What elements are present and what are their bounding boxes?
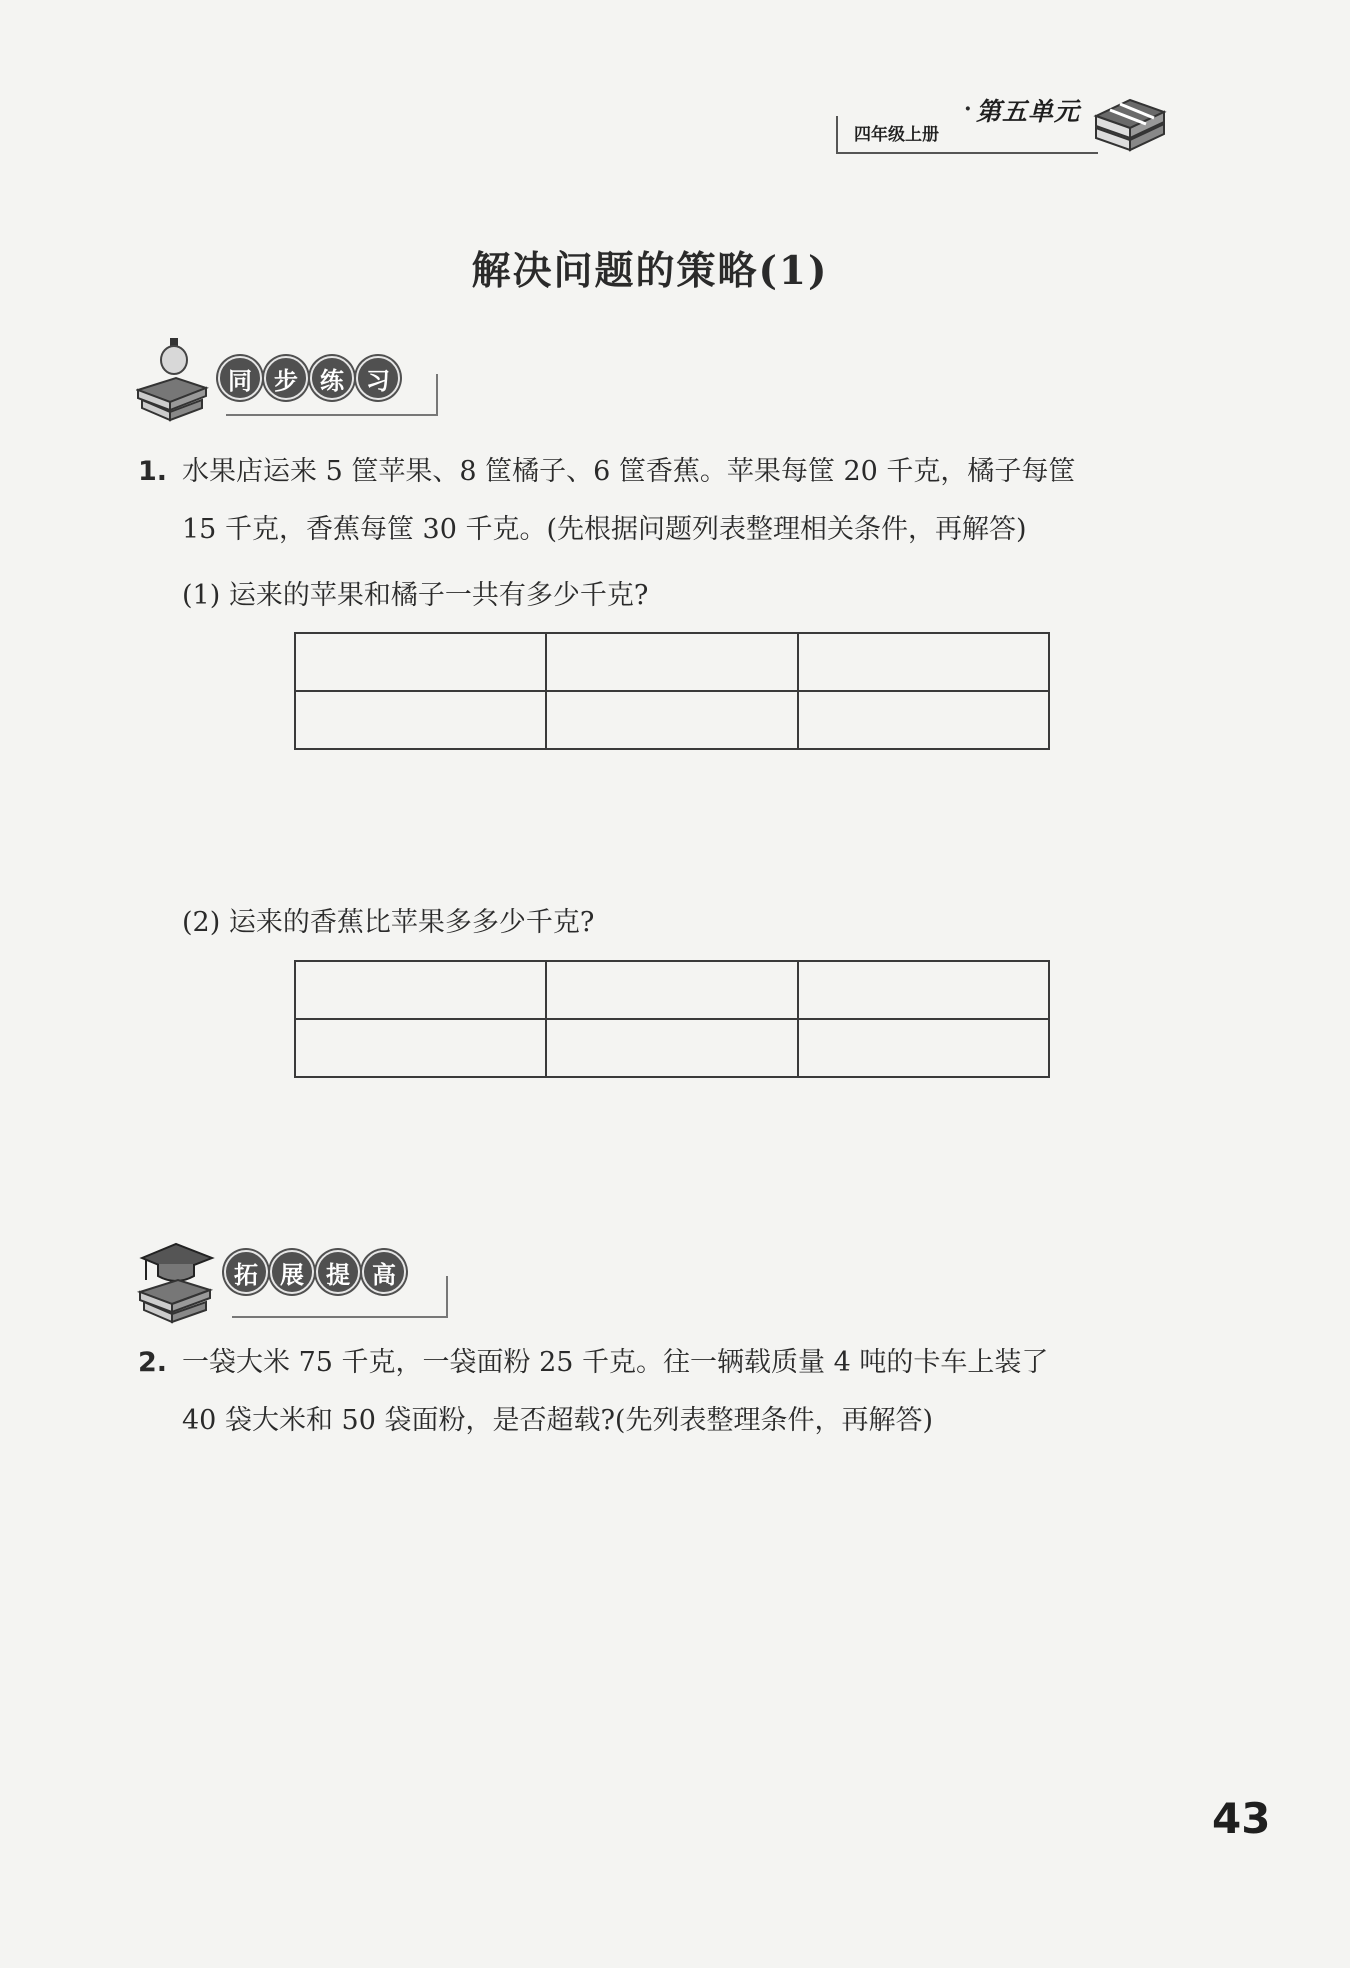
- section-practice-banner: [136, 334, 436, 424]
- lamp-books-icon: [136, 334, 216, 424]
- question-line: 40 袋大米和 50 袋面粉，是否超载?(先列表整理条件，再解答): [182, 1405, 934, 1436]
- table-cell[interactable]: [546, 633, 797, 691]
- question-line: 水果店运来 5 筐苹果、8 筐橘子、6 筐香蕉。苹果每筐 20 千克，橘子每筐: [182, 456, 1076, 487]
- sub-question-2: (2) 运来的香蕉比苹果多多少千克?: [182, 907, 595, 938]
- table-cell[interactable]: [798, 961, 1049, 1019]
- section-extension-banner: [136, 1236, 436, 1326]
- table-row: [295, 1019, 1049, 1077]
- question-1: [140, 443, 1180, 559]
- book-stack-icon: [1090, 86, 1170, 156]
- answer-table-1: [294, 632, 1050, 750]
- question-line: 15 千克，香蕉每筐 30 千克。(先根据问题列表整理相关条件，再解答): [182, 514, 1027, 545]
- page-title: 解决问题的策略(1): [471, 248, 829, 294]
- page-number: 43: [1212, 1794, 1271, 1843]
- practice-badges: [218, 356, 400, 400]
- question-number: 2.: [138, 1347, 168, 1378]
- badge-char: 展: [270, 1250, 314, 1294]
- header-dot: ·: [964, 96, 972, 122]
- badge-char: 步: [264, 356, 308, 400]
- table-cell[interactable]: [798, 691, 1049, 749]
- question-number: 1.: [138, 456, 168, 487]
- table-cell[interactable]: [798, 633, 1049, 691]
- sub-question-1: (1) 运来的苹果和橘子一共有多少千克?: [182, 580, 649, 611]
- table-row: [295, 961, 1049, 1019]
- graduation-cap-books-icon: [136, 1236, 220, 1326]
- table-cell[interactable]: [295, 691, 546, 749]
- badge-char: 习: [356, 356, 400, 400]
- badge-char: 提: [316, 1250, 360, 1294]
- table-cell[interactable]: [546, 1019, 797, 1077]
- badge-char: 高: [362, 1250, 406, 1294]
- table-cell[interactable]: [295, 633, 546, 691]
- badge-char: 拓: [224, 1250, 268, 1294]
- table-cell[interactable]: [295, 1019, 546, 1077]
- table-row: [295, 691, 1049, 749]
- table-cell[interactable]: [546, 691, 797, 749]
- table-cell[interactable]: [546, 961, 797, 1019]
- table-cell[interactable]: [295, 961, 546, 1019]
- badge-char: 同: [218, 356, 262, 400]
- question-line: 一袋大米 75 千克，一袋面粉 25 千克。往一辆载质量 4 吨的卡车上装了: [182, 1347, 1049, 1378]
- table-cell[interactable]: [798, 1019, 1049, 1077]
- badge-char: 练: [310, 356, 354, 400]
- unit-title: 第五单元: [976, 97, 1081, 126]
- answer-table-2: [294, 960, 1050, 1078]
- extension-badges: [224, 1250, 406, 1294]
- unit-header: [836, 86, 1176, 156]
- grade-label: 四年级上册: [854, 125, 939, 145]
- question-2: [140, 1334, 1180, 1450]
- table-row: [295, 633, 1049, 691]
